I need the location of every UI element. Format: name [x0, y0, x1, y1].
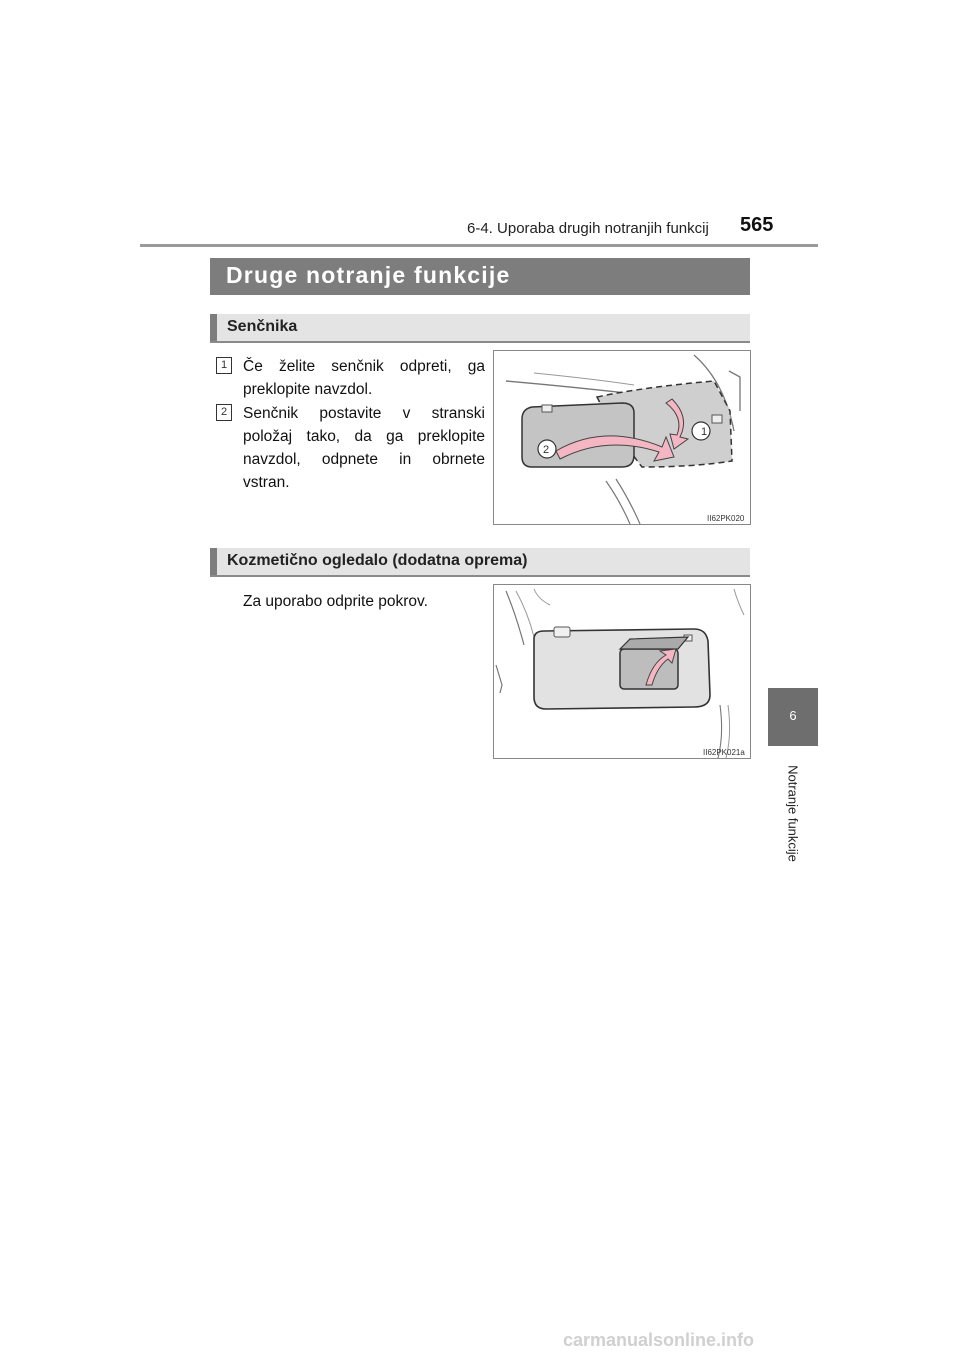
- chapter-label-container: [762, 758, 824, 868]
- vanity-mirror-illustration: [494, 585, 750, 758]
- section-accent: [210, 314, 217, 341]
- section-heading-vanity-mirror: [210, 548, 750, 577]
- header-divider: [140, 244, 818, 247]
- figure-code: II62PK020: [707, 514, 745, 523]
- sun-visor-illustration: [494, 351, 750, 524]
- step-text-2: Senčnik postavite v stranski položaj tako, da ga preklopite navzdol, odpnete in obrnete vstran.: [243, 405, 485, 491]
- figure-code: II62PK021a: [703, 748, 745, 757]
- section-heading-sun-visors: [210, 314, 750, 343]
- step-text-1: Če želite senčnik odpreti, ga preklopite navzdol.: [243, 358, 485, 398]
- step-number-2: 2: [216, 404, 232, 421]
- vanity-mirror-figure: [493, 584, 751, 759]
- step-number-1: 1: [216, 357, 232, 374]
- chapter-label: Notranje funkcije: [785, 765, 801, 862]
- chapter-number: 6: [789, 708, 797, 723]
- section-title: Kozmetično ogledalo (dodatna oprema): [227, 552, 528, 569]
- section-title: Senčnika: [227, 318, 298, 335]
- section-accent: [210, 548, 217, 575]
- main-title: Druge notranje funkcije: [226, 262, 511, 288]
- running-header: 6-4. Uporaba drugih notranjih funkcij: [467, 220, 709, 237]
- body-text: Za uporabo odprite pokrov.: [243, 593, 428, 610]
- chapter-tab: [768, 688, 818, 746]
- watermark: carmanualsonline.info: [563, 1330, 755, 1350]
- callout-2: 2: [543, 444, 550, 456]
- callout-1: 1: [701, 426, 708, 438]
- sun-visor-figure: [493, 350, 751, 525]
- page-number: 565: [740, 214, 774, 236]
